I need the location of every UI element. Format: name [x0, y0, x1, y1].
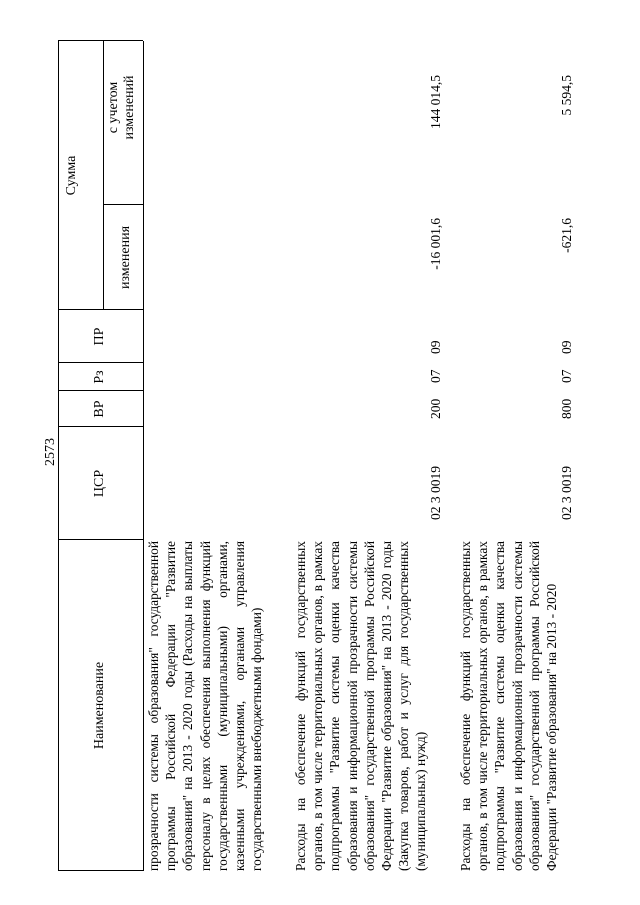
header-pr: ПР: [92, 327, 107, 346]
header-rz: Рз: [92, 370, 107, 384]
row-2-csr: 02 3 0019: [559, 466, 574, 520]
row-1-change: -16 001,6: [428, 218, 443, 270]
row-2-rz: 07: [559, 369, 574, 383]
row-0-name: прозрачности системы образования" государственной программы Российской Федерации "Развитие образования" на 2013 - 2020 годы (Расходы на выплаты персоналу в целях обеспечения выполнения функций государственными (муниципальными) органами, казенными учреждениями, органами управления государственными внебюджетными фондами): [146, 541, 265, 871]
header-change: изменения: [118, 225, 133, 290]
header-with-changes: с учетом изменений: [106, 75, 137, 140]
header-vr: ВР: [92, 400, 107, 418]
row-2-change: -621,6: [559, 218, 574, 253]
row-1-total: 144 014,5: [428, 75, 443, 129]
row-2-total: 5 594,5: [559, 75, 574, 116]
row-2-name: Расходы на обеспечение функций государственных органов, в том числе территориальных органов, в рамках подпрограммы "Развитие системы оценки качества образования и информационной прозрачности системы образования" государственной программы Российской Федерации "Развитие образования" на 2013 - 2020: [458, 541, 560, 871]
table-header-bottom-border: [143, 41, 144, 871]
row-1-rz: 07: [428, 369, 443, 383]
row-2-vr: 800: [559, 398, 574, 419]
header-name: Наименование: [92, 661, 107, 750]
header-sum: Сумма: [64, 155, 79, 196]
row-1-csr: 02 3 0019: [428, 466, 443, 520]
row-2-pr: 09: [559, 340, 574, 354]
page-number: 2573: [43, 438, 58, 466]
header-csr: ЦСР: [92, 469, 107, 498]
sum-subheader-divider: [103, 41, 104, 310]
row-1-name: Расходы на обеспечение функций государственных органов, в том числе территориальных органов, в рамках подпрограммы "Развитие системы оценки качества образования и информационной прозрачности системы образования" государственной программы Российской Федерации "Развитие образования" на 2013 - 2020 годы (Закупка товаров, работ и услуг для государственных (муниципальных) нужд): [293, 541, 429, 871]
table-top-border: [58, 41, 59, 871]
row-1-pr: 09: [428, 340, 443, 354]
row-1-vr: 200: [428, 398, 443, 419]
